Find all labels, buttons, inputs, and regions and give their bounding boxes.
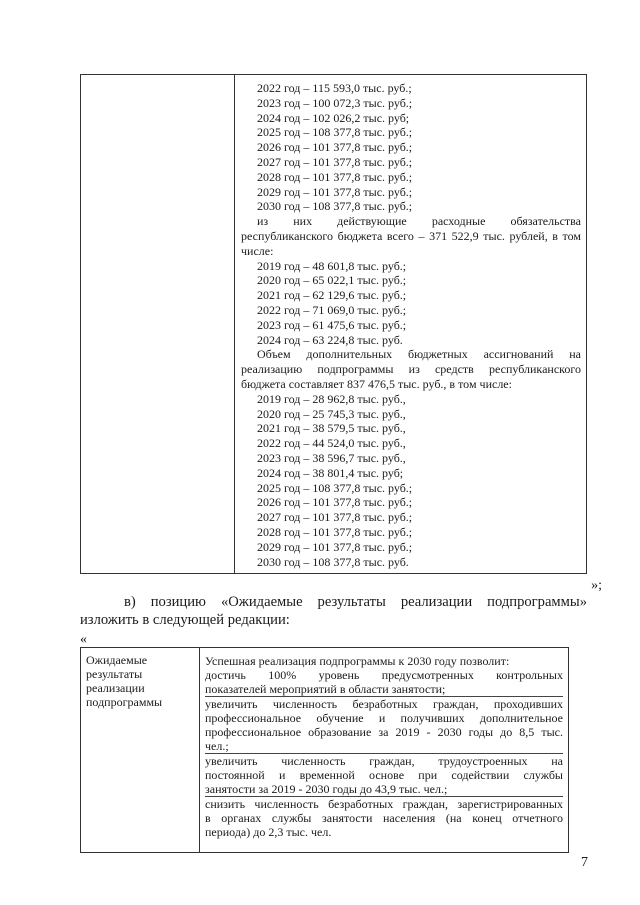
funding-year-line: 2020 год – 25 745,3 тыс. руб., — [257, 406, 406, 421]
opening-quote: « — [80, 632, 87, 647]
result-line: чел.; — [205, 739, 563, 754]
funding-year-line: 2023 год – 38 596,7 тыс. руб., — [257, 450, 406, 465]
result-line: в органах службы занятости населения (на конец отчетного — [205, 811, 563, 825]
funding-year-line: 2030 год – 108 377,8 тыс. руб.; — [257, 199, 413, 214]
funding-year-line: 2024 год – 63 224,8 тыс. руб. — [257, 332, 403, 347]
result-line: достичь 100% уровень предусмотренных контрольных — [205, 668, 563, 682]
existing-obligations-line3: числе: — [241, 243, 274, 258]
table-column-divider — [234, 75, 235, 573]
result-line: показателей мероприятий в области занятости; — [205, 682, 563, 697]
row-header-line: результаты — [86, 667, 143, 681]
financing-table — [80, 74, 587, 574]
additional-funding-line3: бюджета составляет 837 476,5 тыс. руб., в том числе: — [241, 376, 512, 391]
result-line: периода) до 2,3 тыс. чел. — [205, 825, 332, 839]
result-line: снизить численность безработных граждан, зарегистрированных — [205, 797, 563, 811]
result-line: профессиональное обучение и получивших дополнительное — [205, 711, 563, 725]
funding-year-line: 2021 год – 62 129,6 тыс. руб.; — [257, 288, 407, 303]
funding-year-line: 2022 год – 115 593,0 тыс. руб.; — [257, 81, 412, 95]
expected-results-table — [80, 647, 569, 853]
additional-funding-line1: Объем дополнительных бюджетных ассигнований на — [257, 347, 581, 362]
table-column-divider — [199, 648, 200, 852]
amendment-line1: в) позицию «Ожидаемые результаты реализации подпрограммы» — [124, 594, 587, 610]
result-line: увеличить численность граждан, трудоустроенных на — [205, 754, 563, 768]
result-line: постоянной и временной основе при содействии службы — [205, 768, 563, 782]
funding-year-line: 2026 год – 101 377,8 тыс. руб.; — [257, 495, 413, 510]
funding-year-line: 2024 год – 38 801,4 тыс. руб; — [257, 465, 404, 480]
page-number: 7 — [581, 855, 588, 870]
existing-obligations-line2: республиканского бюджета всего – 371 522,9 тыс. рублей, в том — [241, 228, 581, 243]
funding-year-line: 2025 год – 108 377,8 тыс. руб.; — [257, 125, 413, 140]
closing-quote: »; — [591, 578, 602, 593]
funding-year-line: 2022 год – 44 524,0 тыс. руб., — [257, 436, 406, 451]
amendment-paragraph — [80, 593, 587, 629]
funding-year-line: 2030 год – 108 377,8 тыс. руб. — [257, 554, 409, 569]
funding-year-line: 2028 год – 101 377,8 тыс. руб.; — [257, 524, 413, 539]
funding-year-line: 2027 год – 101 377,8 тыс. руб.; — [257, 510, 413, 525]
expected-results-text — [205, 654, 563, 839]
result-line: профессиональное образование за 2019 - 2030 годы до 8,5 тыс. — [205, 725, 563, 739]
funding-year-line: 2021 год – 38 579,5 тыс. руб., — [257, 421, 406, 436]
funding-year-line: 2023 год – 100 072,3 тыс. руб.; — [257, 95, 413, 110]
funding-year-line: 2019 год – 48 601,8 тыс. руб.; — [257, 258, 407, 273]
funding-year-line: 2028 год – 101 377,8 тыс. руб.; — [257, 169, 413, 184]
financing-text — [241, 81, 581, 569]
funding-year-line: 2022 год – 71 069,0 тыс. руб.; — [257, 302, 407, 317]
result-line: Успешная реализация подпрограммы к 2030 году позволит: — [205, 654, 510, 668]
funding-year-line: 2025 год – 108 377,8 тыс. руб.; — [257, 480, 413, 495]
row-header-line: Ожидаемые — [86, 653, 148, 667]
funding-year-line: 2029 год – 101 377,8 тыс. руб.; — [257, 539, 413, 554]
amendment-line2: изложить в следующей редакции: — [80, 612, 290, 628]
row-header-line: подпрограммы — [86, 695, 163, 709]
additional-funding-line2: реализацию подпрограммы из средств республиканского — [241, 362, 581, 377]
row-header-line: реализации — [86, 681, 145, 695]
funding-year-line: 2020 год – 65 022,1 тыс. руб.; — [257, 273, 407, 288]
row-header — [86, 653, 196, 709]
existing-obligations-line1: из них действующие расходные обязательства — [257, 214, 581, 229]
result-line: занятости за 2019 - 2030 годы до 43,9 тыс. чел.; — [205, 782, 563, 797]
funding-year-line: 2023 год – 61 475,6 тыс. руб.; — [257, 317, 407, 332]
funding-year-line: 2027 год – 101 377,8 тыс. руб.; — [257, 154, 413, 169]
funding-year-line: 2019 год – 28 962,8 тыс. руб., — [257, 391, 406, 406]
funding-year-line: 2026 год – 101 377,8 тыс. руб.; — [257, 140, 413, 155]
funding-year-line: 2029 год – 101 377,8 тыс. руб.; — [257, 184, 413, 199]
funding-year-line: 2024 год – 102 026,2 тыс. руб; — [257, 110, 410, 125]
result-line: увеличить численность безработных граждан, проходивших — [205, 697, 563, 711]
